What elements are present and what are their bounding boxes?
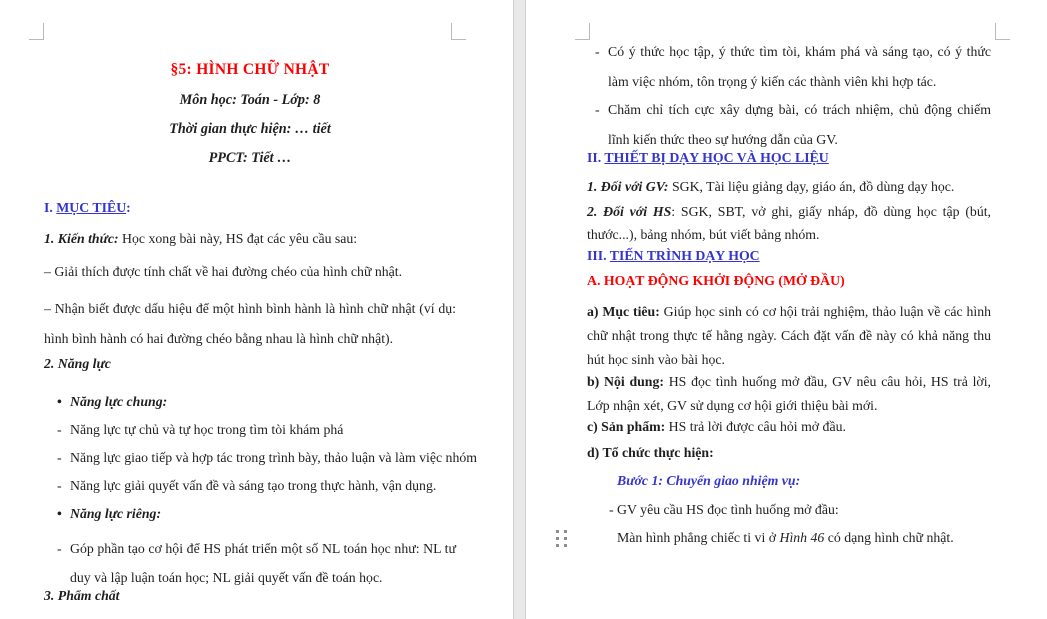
list-item-text: Chăm chỉ tích cực xây dựng bài, có trách nhiệm, chủ động chiếm lĩnh kiến thức theo sự hướng dẫn của GV. (608, 102, 991, 147)
paragraph-to-chuc: d) Tổ chức thực hiện: (587, 445, 714, 460)
body-run: : SGK, SBT, vở ghi, giấy nháp, đồ dùng học tập (bút, thước...), bảng nhóm, bút viết bảng nhóm. (587, 204, 991, 242)
list-item-text: Có ý thức học tập, ý thức tìm tòi, khám phá và sáng tạo, có ý thức làm việc nhóm, tôn trọng ý kiến các thành viên khi hợp tác. (608, 44, 991, 89)
page-divider (513, 0, 526, 619)
paragraph-muc-tieu (587, 300, 991, 372)
dash-marker: - (57, 422, 62, 437)
list-item (57, 450, 477, 466)
lead-run: c) Sản phẩm: (587, 419, 669, 434)
drag-dot (564, 544, 567, 547)
section-title-text: TIẾN TRÌNH DẠY HỌC (609, 248, 760, 263)
bullet-marker: • (57, 394, 62, 409)
drag-dot (556, 544, 559, 547)
drag-dot (564, 537, 567, 540)
meta-duration-line: Thời gian thực hiện: … tiết (169, 121, 331, 137)
dash-marker: - (57, 541, 62, 556)
margin-corner-mark-icon (451, 23, 466, 40)
section-heading-muc-tieu (44, 200, 131, 216)
section-number: III. (587, 248, 610, 263)
list-item-text: Năng lực tự chủ và tự học trong tìm tòi khám phá (70, 422, 344, 437)
margin-corner-mark-icon (995, 23, 1010, 40)
list-item (57, 478, 456, 494)
list-item (57, 534, 456, 592)
lead-run: 1. Kiến thức: (44, 231, 123, 246)
body-run: có dạng hình chữ nhật. (824, 530, 954, 545)
section-number: I. (44, 200, 57, 215)
heading-nang-luc: 2. Năng lực (44, 356, 111, 371)
section-heading-hoat-dong-khoi-dong: A. HOẠT ĐỘNG KHỞI ĐỘNG (MỞ ĐẦU) (587, 273, 845, 288)
drag-dot (564, 530, 567, 533)
section-heading-thiet-bi (587, 150, 829, 166)
bullet-marker: • (57, 506, 62, 521)
drag-dot (556, 537, 559, 540)
drag-dot (556, 530, 559, 533)
section-colon: : (126, 200, 131, 215)
paragraph-doi-voi-hs (587, 200, 991, 246)
body-run: Học xong bài này, HS đạt các yêu cầu sau: (122, 231, 358, 246)
paragraph-noi-dung (587, 370, 991, 418)
meta-subject-line: Môn học: Toán - Lớp: 8 (179, 92, 321, 108)
meta-ppct-line: PPCT: Tiết … (208, 150, 292, 166)
paragraph-giai-thich: – Giải thích được tính chất về hai đường chéo của hình chữ nhật. (44, 264, 403, 279)
list-item-text: Năng lực giải quyết vấn đề và sáng tạo trong thực hành, vận dụng. (70, 478, 437, 493)
step-1-heading: Bước 1: Chuyển giao nhiệm vụ: (617, 473, 801, 488)
dash-marker: - (595, 102, 600, 117)
section-number: II. (587, 150, 605, 165)
dash-marker: - (595, 44, 600, 59)
bullet-nang-luc-rieng (57, 506, 456, 522)
dash-marker: - (57, 478, 62, 493)
bullet-nang-luc-chung (57, 394, 456, 410)
margin-corner-mark-icon (29, 23, 44, 40)
dash-marker: - (57, 450, 62, 465)
paragraph-doi-voi-gv (587, 179, 954, 195)
section-title-text: THIẾT BỊ DẠY HỌC VÀ HỌC LIỆU (604, 150, 829, 165)
heading-pham-chat: 3. Phẩm chất (44, 588, 120, 603)
bullet-label: Năng lực riêng: (70, 506, 162, 521)
lead-run: a) Mục tiêu: (587, 304, 664, 319)
body-run: HS đọc tình huống mở đầu, GV nêu câu hỏi, HS trả lời, Lớp nhận xét, GV sử dụng cơ hội giới thiệu bài mới. (587, 374, 991, 413)
section-heading-tien-trinh (587, 248, 760, 264)
paragraph-gv-yeu-cau: - GV yêu cầu HS đọc tình huống mở đầu: (609, 502, 839, 517)
body-run: Màn hình phẳng chiếc ti vi ở (617, 530, 780, 545)
body-run: HS trả lời được câu hỏi mở đầu. (668, 419, 846, 434)
lead-run: 2. Đối với HS (587, 204, 672, 219)
page-1[interactable] (0, 0, 513, 619)
doc-title: §5: HÌNH CHỮ NHẬT (170, 61, 330, 78)
section-title-text: MỤC TIÊU (56, 200, 127, 215)
paragraph-kien-thuc (44, 231, 357, 247)
figure-reference: Hình 46 (779, 530, 825, 545)
margin-corner-mark-icon (575, 23, 590, 40)
list-item (595, 37, 991, 97)
paragraph-nhan-biet: – Nhận biết được dấu hiệu để một hình bình hành là hình chữ nhật (ví dụ: hình bình hành có hai đường chéo bằng nhau là hình chữ nhật). (44, 301, 456, 346)
lead-run: 1. Đối với GV: (587, 179, 672, 194)
list-item-text: Năng lực giao tiếp và hợp tác trong trình bày, thảo luận và làm việc nhóm (70, 450, 477, 465)
bullet-label: Năng lực chung: (70, 394, 168, 409)
list-item (57, 422, 456, 438)
page-2[interactable] (526, 0, 1047, 619)
paragraph-man-hinh (617, 530, 954, 546)
lead-run: b) Nội dung: (587, 374, 669, 389)
list-item (595, 95, 991, 155)
body-run: SGK, Tài liệu giảng dạy, giáo án, đồ dùng dạy học. (671, 179, 955, 194)
drag-handle-icon[interactable] (556, 530, 567, 547)
list-item-text: Góp phần tạo cơ hội để HS phát triển một số NL toán học như: NL tư duy và lập luận toán học; NL giải quyết vấn đề toán học. (70, 541, 456, 585)
body-run: Giúp học sinh có cơ hội trải nghiệm, thảo luận về các hình chữ nhật trong thực tế hằng ngày. Cách đặt vấn đề này có khả năng thu hút học sinh vào bài học. (587, 304, 992, 367)
paragraph-san-pham (587, 419, 846, 435)
